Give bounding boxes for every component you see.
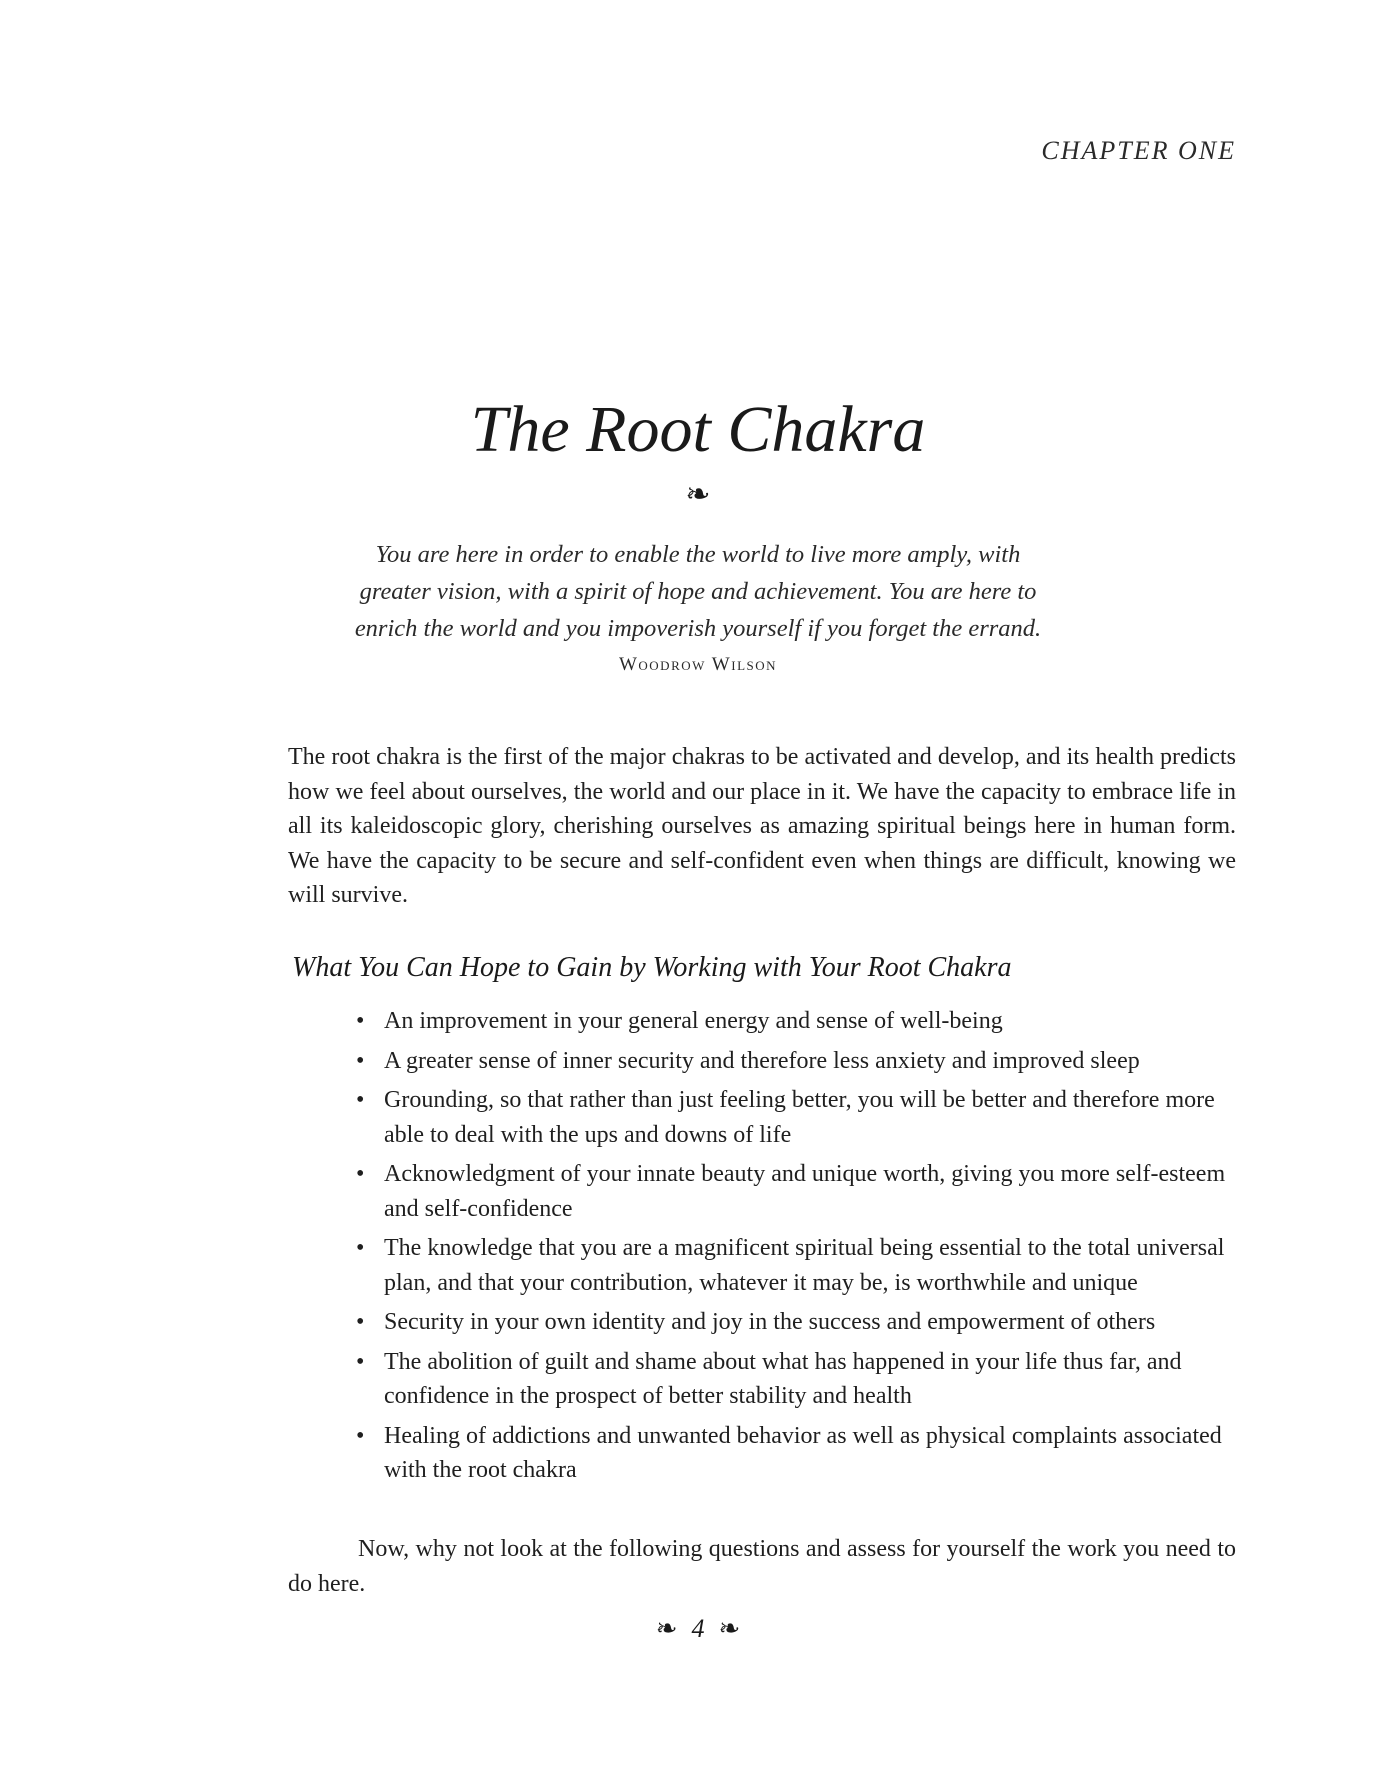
- list-item-text: The knowledge that you are a magnificent spiritual being essential to the total universal plan, and that your contribution, whatever it may be, is worthwhile and unique: [384, 1235, 1225, 1296]
- list-item-text: The abolition of guilt and shame about what has happened in your life thus far, and confidence in the prospect of better stability and health: [384, 1348, 1182, 1409]
- bullet-icon: •: [356, 1309, 365, 1335]
- closing-paragraph: Now, why not look at the following questions and assess for yourself the work you need to do here.: [288, 1536, 1236, 1597]
- footer-ornament-right-icon: ❧: [718, 1614, 741, 1643]
- benefits-list: [288, 1004, 1236, 1493]
- page-footer: [0, 1614, 1396, 1644]
- bullet-icon: •: [356, 1348, 365, 1375]
- page-title: The Root Chakra: [470, 393, 926, 466]
- section-subheading: What You Can Hope to Gain by Working with Your Root Chakra: [292, 952, 1012, 983]
- epigraph-attribution: Woodrow Wilson: [618, 654, 778, 675]
- list-item: [288, 1305, 1236, 1340]
- epigraph-quote: You are here in order to enable the world to live more amply, with greater vision, with a spirit of hope and achievement. You are here to enrich the world and you impoverish yourself if you forget the errand.: [354, 541, 1042, 642]
- list-item: [288, 1083, 1236, 1152]
- bullet-icon: •: [356, 1235, 365, 1261]
- bullet-icon: •: [356, 1008, 365, 1034]
- list-item-text: Healing of addictions and unwanted behavior as well as physical complaints associated with the root chakra: [384, 1422, 1222, 1483]
- list-item: [288, 1004, 1236, 1039]
- bullet-icon: •: [356, 1087, 365, 1113]
- bullet-icon: •: [356, 1047, 365, 1074]
- list-item: [288, 1231, 1236, 1300]
- bullet-icon: •: [356, 1161, 365, 1187]
- footer-ornament-left-icon: ❧: [655, 1614, 678, 1643]
- list-item-text: Acknowledgment of your innate beauty and unique worth, giving you more self-esteem and self-confidence: [384, 1161, 1226, 1222]
- list-item: [288, 1345, 1236, 1414]
- list-item-text: Security in your own identity and joy in the success and empowerment of others: [384, 1309, 1156, 1335]
- intro-paragraph: The root chakra is the first of the major chakras to be activated and develop, and its health predicts how we feel about ourselves, the world and our place in it. We have the capacity to embrace life in all its kaleidoscopic glory, cherishing ourselves as amazing spiritual beings here in human form. We have the capacity to be secure and self-confident even when things are difficult, knowing we will survive.: [288, 744, 1236, 908]
- page-number: 4: [691, 1614, 705, 1643]
- list-item-text: Grounding, so that rather than just feeling better, you will be better and therefore more able to deal with the ups and downs of life: [384, 1087, 1215, 1148]
- list-item: [288, 1044, 1236, 1079]
- list-item: [288, 1157, 1236, 1226]
- chapter-label: CHAPTER ONE: [1041, 136, 1236, 165]
- bullet-icon: •: [356, 1422, 365, 1449]
- ornament-icon: ❧: [685, 478, 711, 511]
- list-item: [288, 1419, 1236, 1488]
- list-item-text: A greater sense of inner security and therefore less anxiety and improved sleep: [384, 1047, 1140, 1074]
- list-item-text: An improvement in your general energy and sense of well-being: [384, 1008, 1003, 1034]
